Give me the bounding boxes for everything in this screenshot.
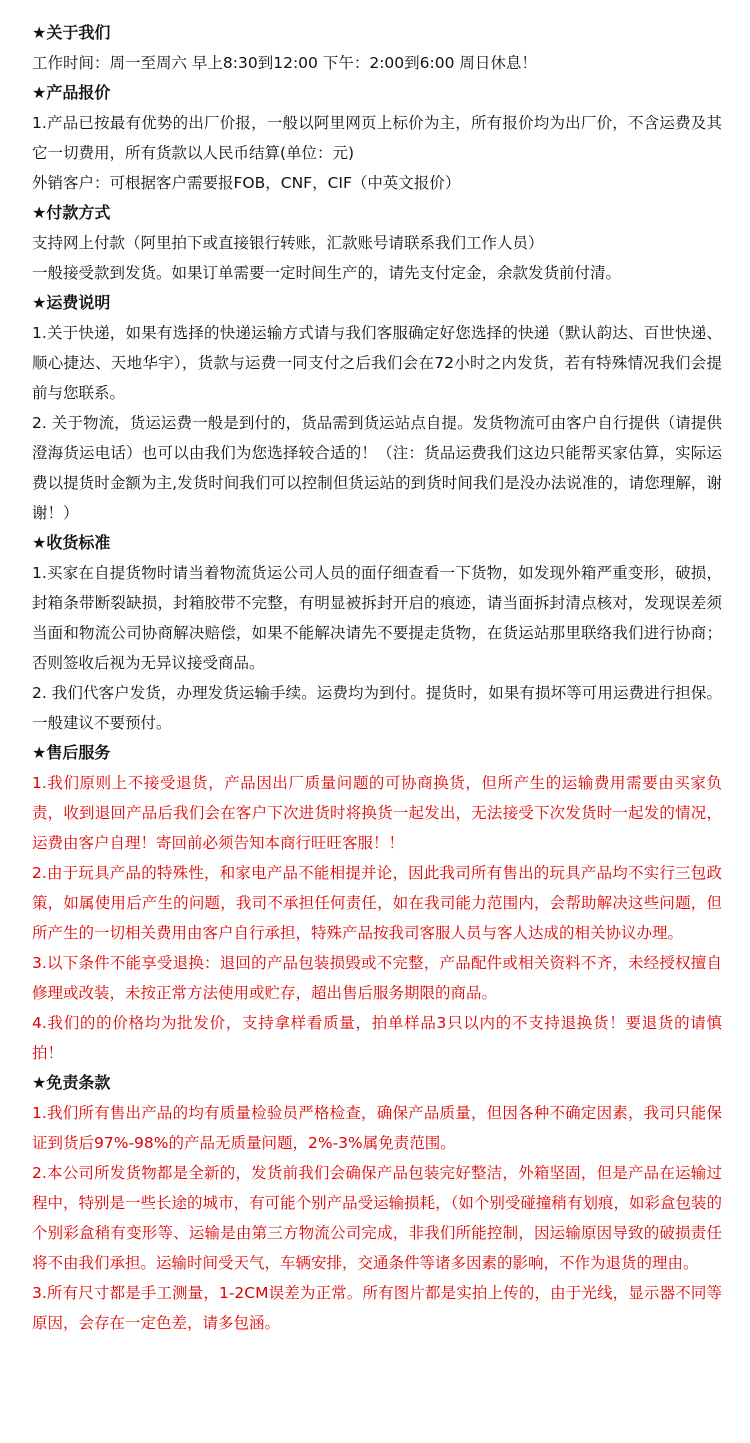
section-paragraph: 支持网上付款（阿里拍下或直接银行转账，汇款账号请联系我们工作人员） [32,234,544,252]
section-receiving [32,528,722,738]
section-paragraph: 1.我们原则上不接受退货，产品因出厂质量问题的可协商换货，但所产生的运输费用需要由买家负责，收到退回产品后我们会在客户下次进货时将换货一起发出，无法接受下次发货时一起发的情况，运费由客户自理！寄回前必须告知本商行旺旺客服！！ [32,774,722,852]
section-paragraph: 2.由于玩具产品的特殊性，和家电产品不能相提并论，因此我司所有售出的玩具产品均不实行三包政策，如属使用后产生的问题，我司不承担任何责任，如在我司能力范围内，会帮助解决这些问题，但所产生的一切相关费用由客户自行承担，特殊产品按我司客服人员与客人达成的相关协议办理。 [32,864,722,942]
section-paragraph: 一般接受款到发货。如果订单需要一定时间生产的，请先支付定金，余款发货前付清。 [32,264,622,282]
section-paragraph: 4.我们的的价格均为批发价，支持拿样看质量，拍单样品3只以内的不支持退换货！要退货的请慎拍！ [32,1014,722,1062]
section-paragraph: 工作时间：周一至周六 早上8:30到12:00 下午：2:00到6:00 周日休息！ [32,54,537,72]
section-shipping [32,288,722,528]
section-paragraph: 2.本公司所发货物都是全新的，发货前我们会确保产品包装完好整洁，外箱坚固，但是产品在运输过程中，特别是一些长途的城市，有可能个别产品受运输损耗，（如个别受碰撞稍有划痕，如彩盒包装的个别彩盒稍有变形等、运输是由第三方物流公司完成，非我们所能控制，因运输原因导致的破损责任将不由我们承担。运输时间受天气，车辆安排，交通条件等诸多因素的影响，不作为退货的理由。 [32,1164,722,1272]
section-paragraph: 1.产品已按最有优势的出厂价报，一般以阿里网页上标价为主，所有报价均为出厂价，不含运费及其它一切费用，所有货款以人民币结算(单位：元) [32,114,722,162]
section-paragraph: 3.以下条件不能享受退换：退回的产品包装损毁或不完整，产品配件或相关资料不齐，未经授权擅自修理或改装，未按正常方法使用或贮存，超出售后服务期限的商品。 [32,954,722,1002]
section-pricing [32,78,722,198]
section-heading: ★收货标准 [32,533,111,552]
section-paragraph: 外销客户：可根据客户需要报FOB，CNF，CIF（中英文报价） [32,174,461,192]
section-after-sales [32,738,722,1068]
section-disclaimer [32,1068,722,1338]
section-heading: ★付款方式 [32,203,111,222]
section-paragraph: 1.买家在自提货物时请当着物流货运公司人员的面仔细查看一下货物，如发现外箱严重变形，破损，封箱条带断裂缺损，封箱胶带不完整，有明显被拆封开启的痕迹，请当面拆封清点核对，发现误差须当面和物流公司协商解决赔偿，如果不能解决请先不要提走货物，在货运站那里联络我们进行协商；否则签收后视为无异议接受商品。 [32,564,722,672]
section-paragraph: 1.关于快递，如果有选择的快递运输方式请与我们客服确定好您选择的快递（默认韵达、百世快递、顺心捷达、天地华宇），货款与运费一同支付之后我们会在72小时之内发货，若有特殊情况我们会提前与您联系。 [32,324,722,402]
section-heading: ★产品报价 [32,83,111,102]
section-paragraph: 2. 关于物流，货运运费一般是到付的，货品需到货运站点自提。发货物流可由客户自行提供（请提供澄海货运电话）也可以由我们为您选择较合适的！（注：货品运费我们这边只能帮买家估算，实际运费以提货时金额为主,发货时间我们可以控制但货运站的到货时间我们是没办法说准的，请您理解，谢谢！） [32,414,722,522]
section-heading: ★售后服务 [32,743,111,762]
section-paragraph: 2. 我们代客户发货，办理发货运输手续。运费均为到付。提货时，如果有损坏等可用运费进行担保。一般建议不要预付。 [32,684,722,732]
policy-document [32,18,722,1338]
section-paragraph: 1.我们所有售出产品的均有质量检验员严格检查，确保产品质量，但因各种不确定因素，我司只能保证到货后97%-98%的产品无质量问题，2%-3%属免责范围。 [32,1104,722,1152]
section-about-us [32,18,722,78]
section-paragraph: 3.所有尺寸都是手工测量，1-2CM误差为正常。所有图片都是实拍上传的，由于光线，显示器不同等原因，会存在一定色差，请多包涵。 [32,1284,722,1332]
section-heading: ★运费说明 [32,293,111,312]
section-payment [32,198,722,288]
section-heading: ★关于我们 [32,23,111,42]
section-heading: ★免责条款 [32,1073,111,1092]
